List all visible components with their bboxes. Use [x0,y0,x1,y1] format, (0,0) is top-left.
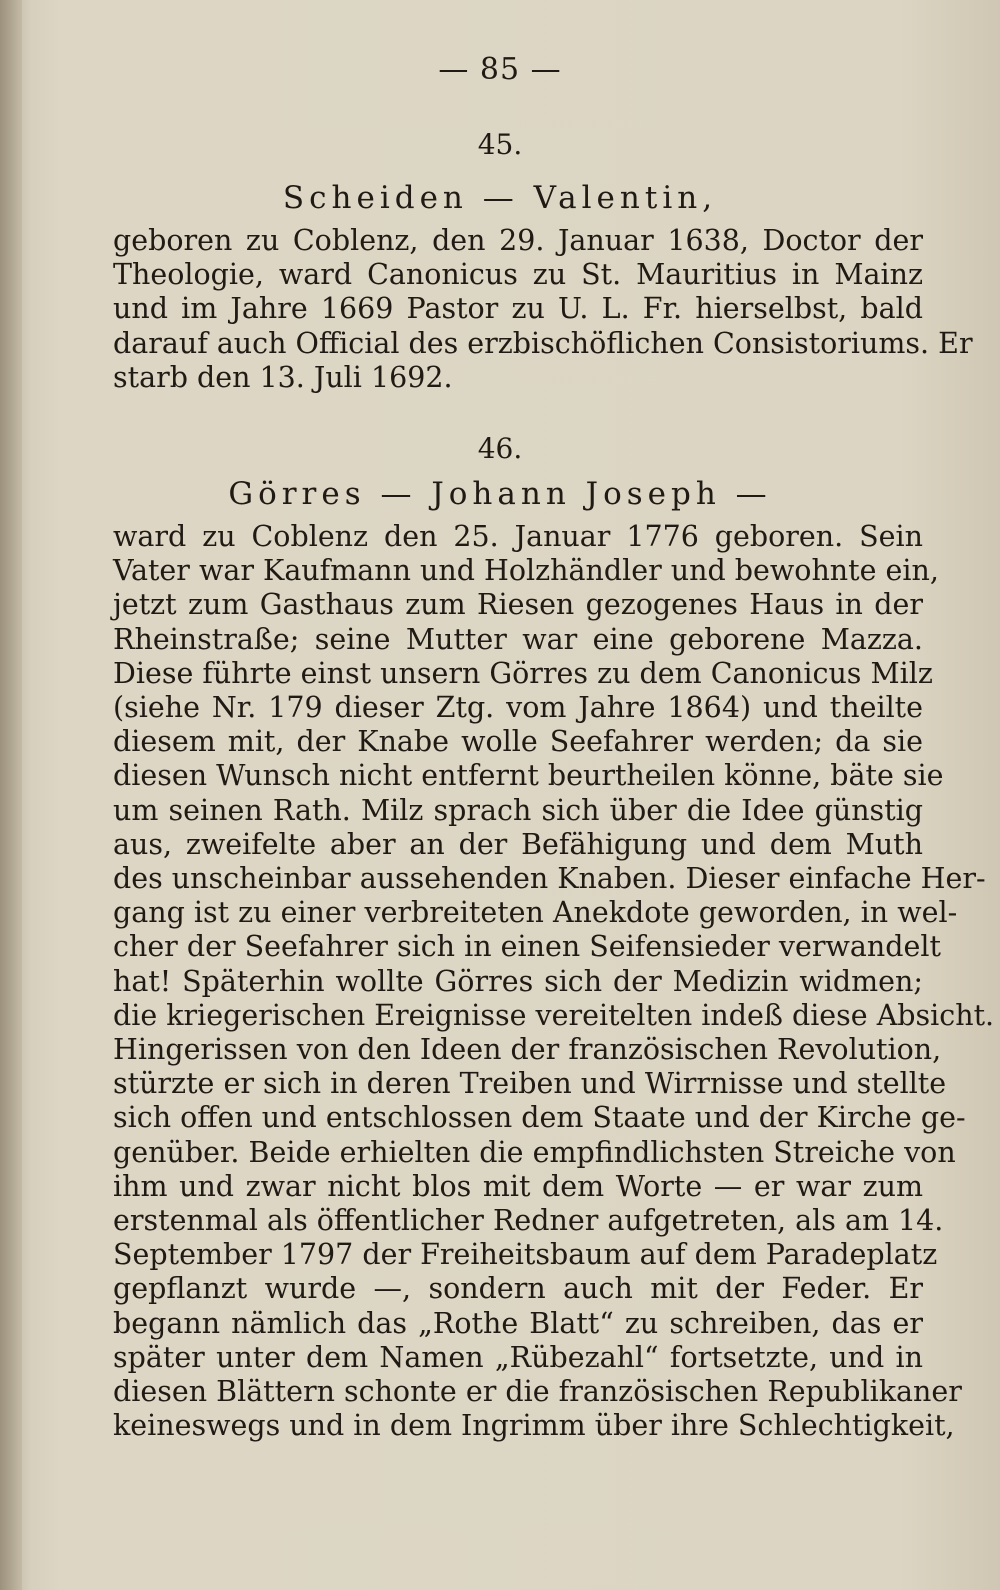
text-line: September 1797 der Freiheitsbaum auf dem Paradeplatz [113,1238,938,1272]
text-line: Diese führte einst unsern Görres zu dem Canonicus Milz [113,656,933,690]
entry-body-46 [113,520,995,1443]
text-line: diesem mit, der Knabe wolle Seefahrer werden; da sie [113,725,923,759]
text-line: des unscheinbar aussehenden Knaben. Dieser einfache Her- [113,862,986,896]
entry-heading-45: Scheiden — Valentin, [282,180,718,216]
entry-number-45: 45. [477,128,523,161]
text-line: darauf auch Official des erzbischöflichen Consistoriums. Er [113,326,973,360]
text-line: Theologie, ward Canonicus zu St. Mauritius in Mainz [113,258,923,292]
text-line: um seinen Rath. Milz sprach sich über die Idee günstig [113,793,923,827]
text-line: sich offen und entschlossen dem Staate und der Kirche ge- [113,1101,966,1135]
text-line: stürzte er sich in deren Treiben und Wirrnisse und stellte [113,1067,947,1101]
entry-number-46: 46. [477,432,523,465]
text-line: die kriegerischen Ereignisse vereitelten indeß diese Absicht. [113,998,995,1032]
text-line: keineswegs und in dem Ingrimm über ihre Schlechtigkeit, [113,1409,955,1443]
text-line: ihm und zwar nicht blos mit dem Worte — er war zum [113,1169,923,1203]
entry-body-45 [113,224,973,395]
text-line: hat! Späterhin wollte Görres sich der Medizin widmen; [113,964,923,998]
text-line: Vater war Kaufmann und Holzhändler und bewohnte ein, [113,554,939,588]
text-line: starb den 13. Juli 1692. [113,360,453,394]
text-line: gang ist zu einer verbreiteten Anekdote geworden, in wel- [113,896,958,930]
text-line: erstenmal als öffentlicher Redner aufgetreten, als am 14. [113,1204,944,1238]
text-line: aus, zweifelte aber an der Befähigung und dem Muth [113,827,923,861]
text-line: jetzt zum Gasthaus zum Riesen gezogenes Haus in der [113,588,923,622]
text-line: (siehe Nr. 179 dieser Ztg. vom Jahre 1864) und theilte [113,691,923,725]
text-line: Hingerissen von den Ideen der französischen Revolution, [113,1033,942,1067]
text-line: Rheinstraße; seine Mutter war eine geborene Mazza. [113,622,923,656]
text-line: begann nämlich das „Rothe Blatt“ zu schreiben, das er [113,1306,923,1340]
text-line: gepflanzt wurde —, sondern auch mit der Feder. Er [113,1272,923,1306]
text-line: und im Jahre 1669 Pastor zu U. L. Fr. hierselbst, bald [113,292,923,326]
text-line: genüber. Beide erhielten die empfindlichsten Streiche von [113,1135,956,1169]
page-gutter [0,0,22,1590]
text-line: cher der Seefahrer sich in einen Seifensieder verwandelt [113,930,941,964]
text-line: diesen Blättern schonte er die französischen Republikaner [113,1375,962,1409]
text-line: diesen Wunsch nicht entfernt beurtheilen könne, bäte sie [113,759,944,793]
entry-heading-46: Görres — Johann Joseph — [228,476,772,512]
page-number: — 85 — [438,52,562,87]
text-line: ward zu Coblenz den 25. Januar 1776 geboren. Sein [113,520,923,553]
text-line: später unter dem Namen „Rübezahl“ fortsetzte, und in [113,1340,923,1374]
text-line: geboren zu Coblenz, den 29. Januar 1638, Doctor der [113,224,923,257]
